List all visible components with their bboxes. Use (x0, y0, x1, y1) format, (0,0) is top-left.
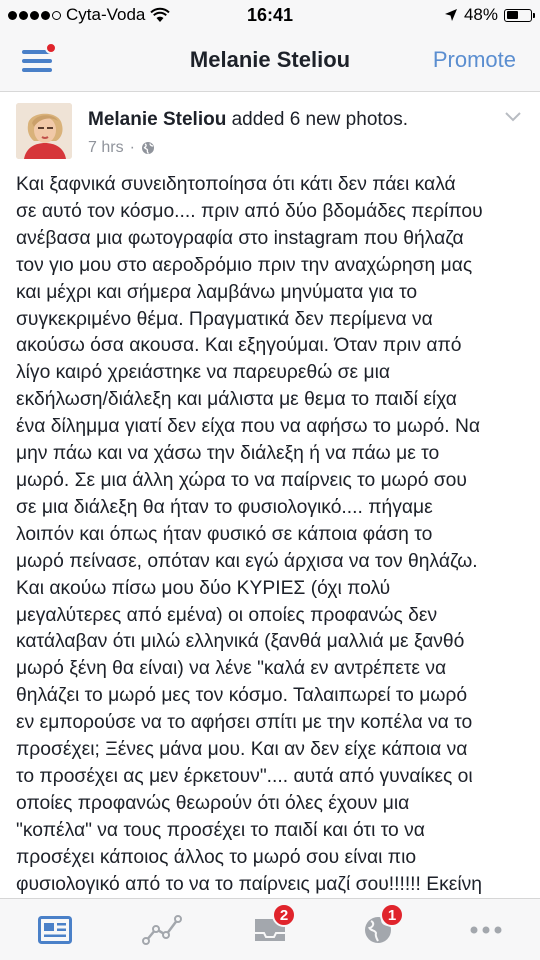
more-icon (469, 925, 503, 935)
post-text-line: Και ξαφνικά συνειδητοποίησα ότι κάτι δεν πάει καλά (16, 174, 456, 195)
post-text-line: οποίες προφανώς θεωρούν ότι όλες έχουν μια (16, 792, 410, 814)
post-title (88, 109, 408, 131)
post-text-line: ανέβασα μια φωτογραφία στο instagram που θήλαζα (16, 227, 464, 249)
nav-bar (0, 30, 540, 92)
post-header (0, 93, 540, 168)
avatar[interactable] (16, 103, 72, 159)
post-text-line: εκδήλωση/διάλεξη και μάλιστα με θεμα το παιδί είχα (16, 389, 457, 411)
post-text-line: φυσιολογικό από το να το παίρνεις μαζί σου!!!!!! Εκείνη (16, 873, 482, 895)
tab-inbox[interactable] (240, 906, 300, 951)
tab-more[interactable] (456, 909, 516, 951)
inbox-badge: 2 (272, 903, 296, 927)
tab-notifications[interactable] (348, 906, 408, 951)
post-text (16, 172, 530, 897)
post-text-line: "κοπέλα" να τους προσέχει το παιδί και ότι το να (16, 819, 425, 841)
page-title: Melanie Steliou (189, 47, 351, 72)
post-text-line: προσέχει; Ξένες μάνα μου. Και αν δεν είχε κάποια να (16, 739, 468, 761)
status-bar (0, 0, 540, 30)
post-text-line: σε μια διάλεξη θα ήταν το φυσιολογικό.... πήγαμε (16, 496, 433, 518)
post-text-line: εν εμπορούσε να το αφήσει σπίτι με την κοπέλα να το (16, 712, 473, 734)
post-timestamp[interactable]: 7 hrs (88, 139, 124, 156)
activity-icon (142, 915, 182, 945)
tab-activity[interactable] (132, 909, 192, 951)
tab-bar (0, 898, 540, 960)
post-text-line: προσέχει κάποιος άλλος το μωρό σου είναι πιο (16, 846, 417, 868)
status-right (444, 5, 532, 25)
post-text-line: μωρό πείνασε, οπόταν και εγώ άρχισα να τον θηλάζω. (16, 550, 478, 572)
tab-news-feed[interactable] (25, 909, 85, 951)
promote-button[interactable]: Promote (432, 47, 516, 72)
post-text-line: λοιπόν και όπως ήταν φυσικό σε κάποια φάση το (16, 523, 433, 545)
post-text-line: ακούσω όσα ακουσα. Και εξηγούμαι. Όταν πριν από (16, 335, 462, 357)
avatar-image (16, 103, 72, 159)
post-text-line: ένα δίλημμα γιατί δεν είχα που να αφήσω το μωρό. Να (16, 416, 481, 438)
news-feed-icon (38, 916, 72, 944)
meta-separator: · (129, 139, 135, 156)
location-arrow-icon (444, 8, 458, 22)
post-action-text: added 6 new photos. (226, 109, 409, 130)
carrier-name: Cyta-Voda (66, 5, 146, 24)
author-name-link[interactable]: Melanie Steliou (88, 109, 227, 130)
battery-percent: 48% (463, 5, 498, 24)
post-text-line: Και ακούω πίσω μου δύο ΚΥΡΙΕΣ (όχι πολύ (16, 577, 391, 599)
post-text-line: θηλάζει το μωρό μες τον κόσμο. Ταλαιπωρεί το μωρό (16, 685, 468, 707)
post-text-line: μην πάω και να χάσω την διάλεξη ή να πάω με το (16, 443, 440, 465)
post-text-line: μωρό ξένη θα είναι) να λένε "καλά εν αντρέπετε να (16, 658, 447, 680)
globe-icon (141, 141, 155, 155)
post-text-line: μωρό. Σε μια άλλη χώρα το να παίρνεις το μωρό σου (16, 469, 467, 491)
post-text-line: σε αυτό τον κόσμο.... πριν από δύο βδομάδες περίπου (16, 200, 483, 222)
battery-fill (507, 11, 518, 19)
post-text-line: κατάλαβαν ότι μιλώ ελληνικά (ξανθά μαλλιά με ξανθό (16, 631, 465, 653)
post-text-line: και μέχρι και σήμερα λαμβάνω μηνύματα για το (16, 281, 418, 303)
post-text-line: το προσέχει ας μεν έρκετουν".... αυτά από γυναίκες οι (16, 765, 473, 787)
battery-icon (504, 9, 532, 22)
chevron-down-icon[interactable] (504, 111, 522, 123)
status-time: 16:41 (246, 5, 294, 25)
post-text-line: τον γιο μου στο αεροδρόμιο πριν την αναχώρηση μας (16, 254, 473, 276)
post-text-line: μεγαλύτερες από εμένα) οι οποίες προφανώς δεν (16, 604, 438, 626)
notifications-badge: 1 (380, 903, 404, 927)
post-text-line: λίγο καιρό χρειάστηκε να παρευρεθώ σε μια (16, 362, 390, 384)
post-text-line: συγκεκριμένο θέμα. Πραγματικά δεν περίμενα να (16, 308, 433, 330)
post-meta (88, 139, 155, 157)
